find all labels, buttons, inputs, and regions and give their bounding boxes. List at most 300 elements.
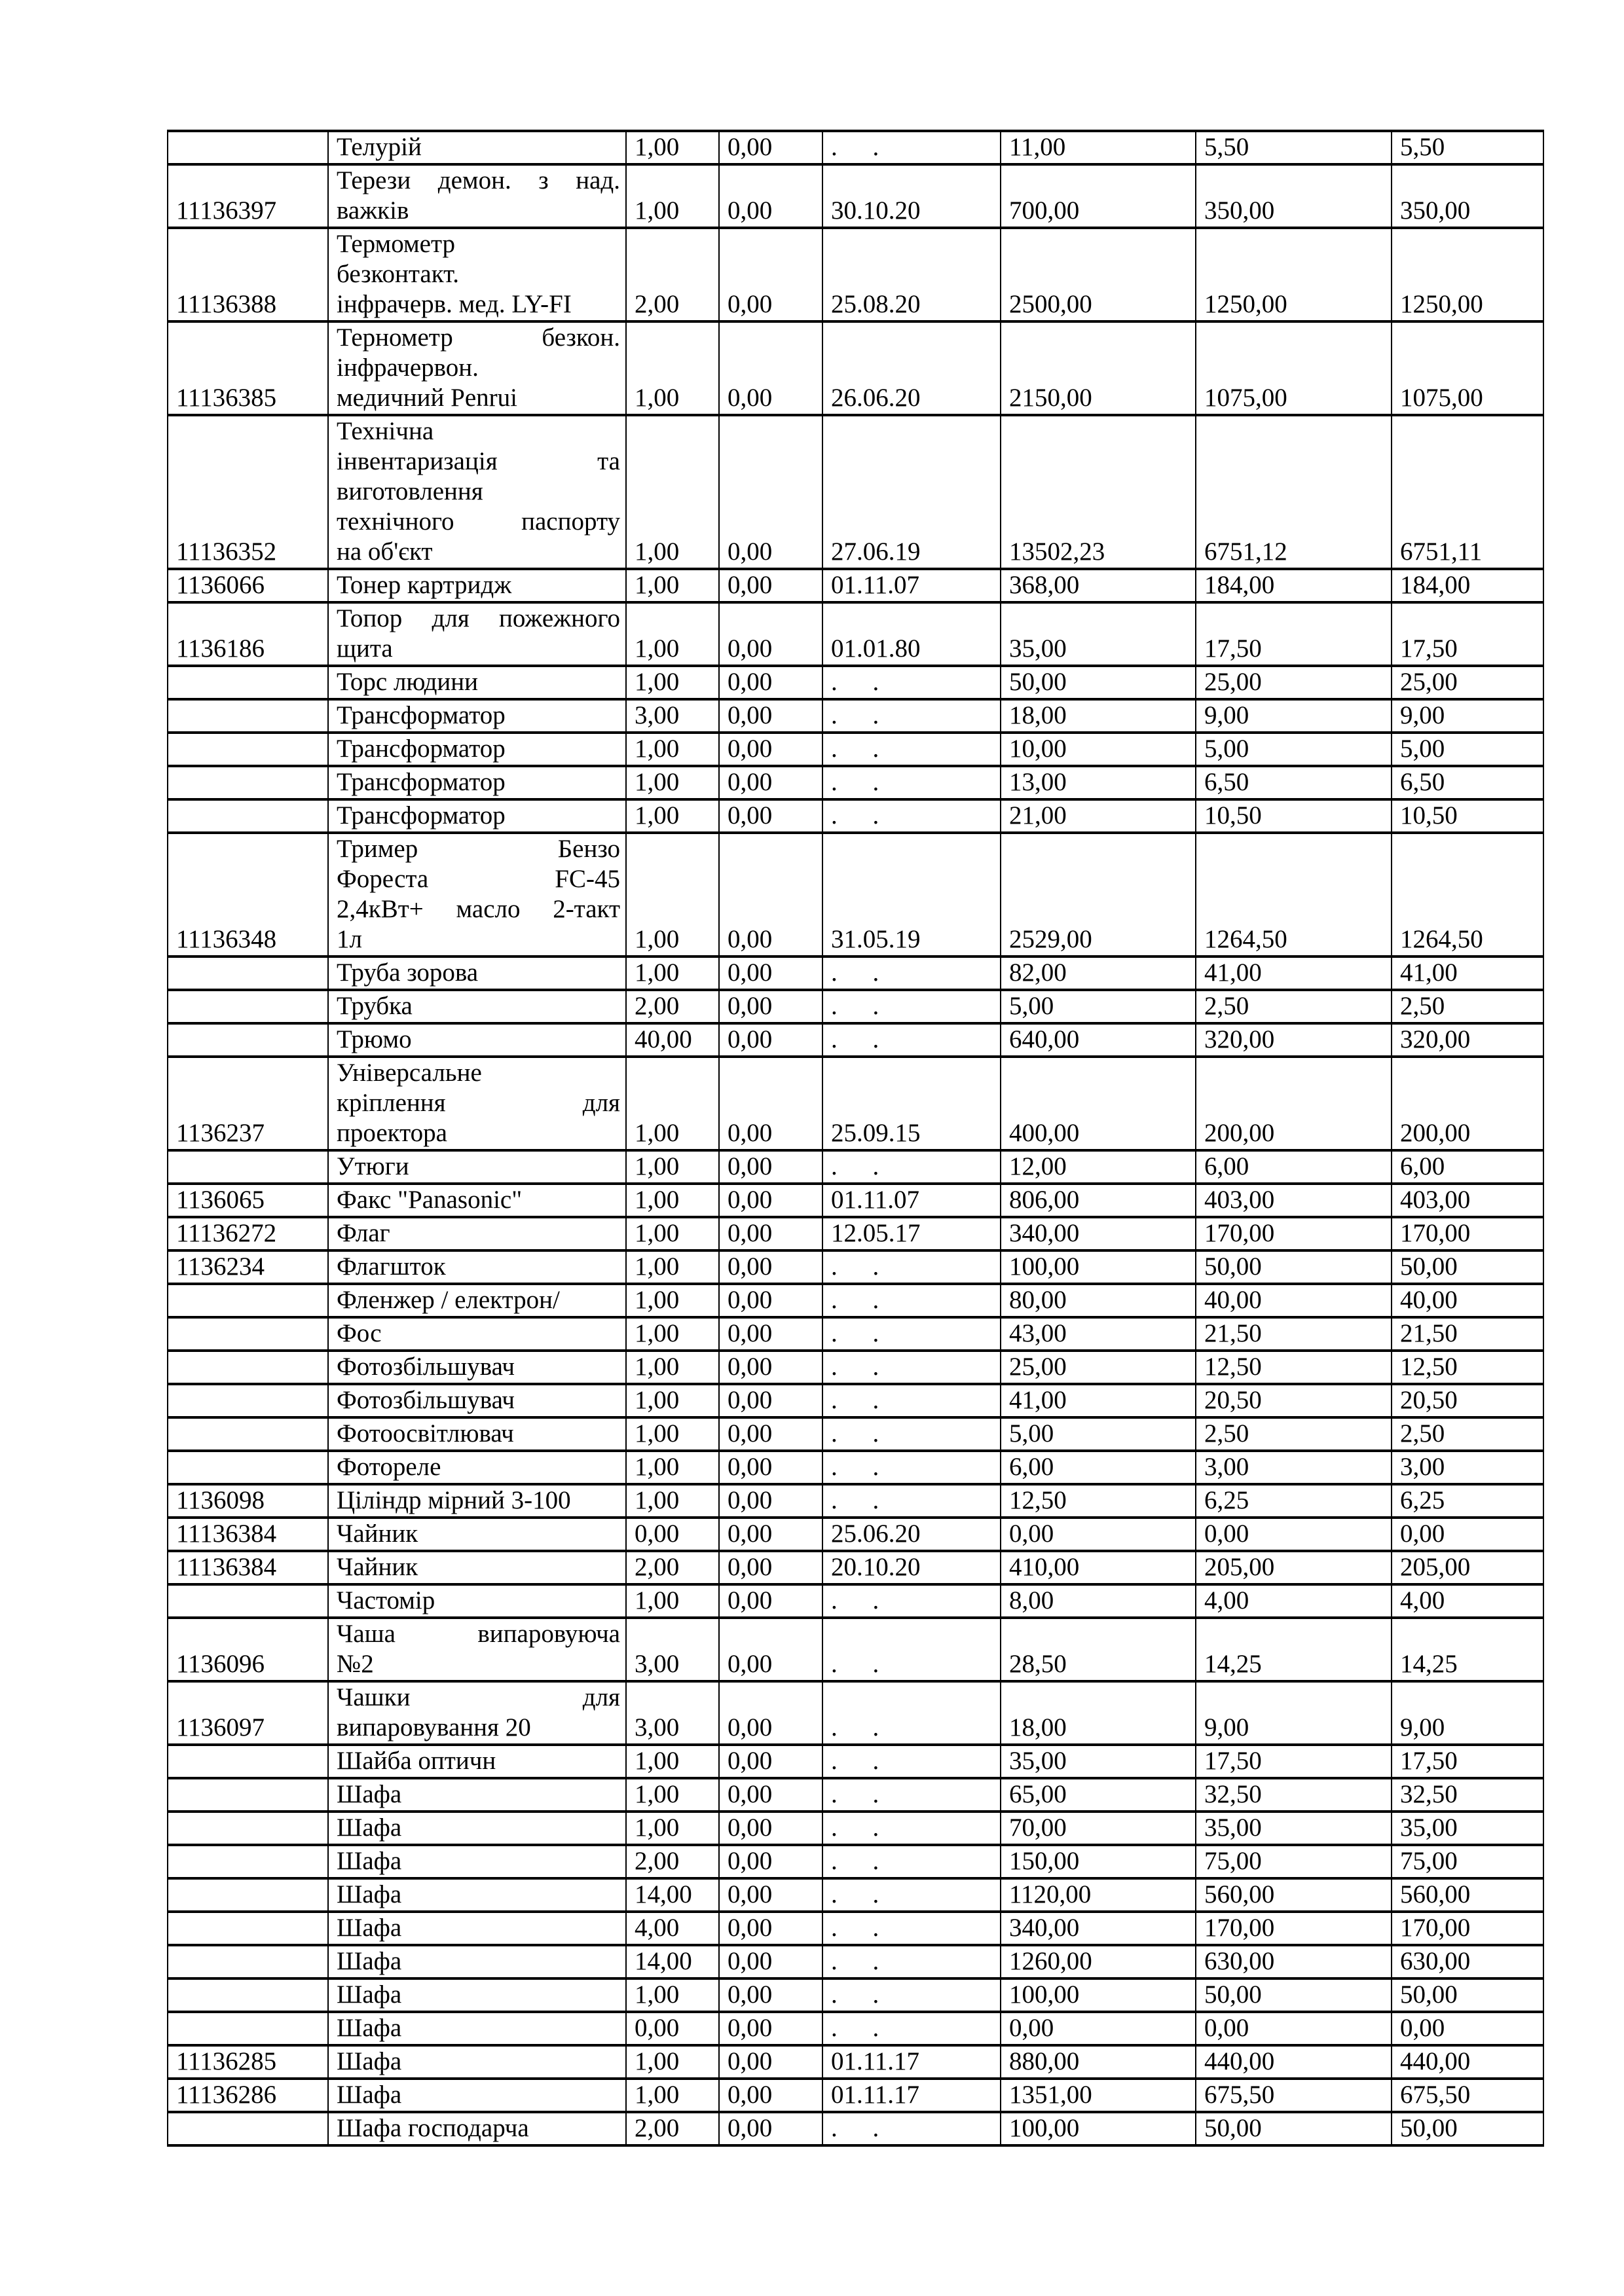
table-row bbox=[168, 164, 1543, 228]
amount-cell: 80,00 bbox=[1001, 1284, 1196, 1317]
item-name-cell bbox=[328, 1618, 626, 1681]
amount-cell: 400,00 bbox=[1001, 1057, 1196, 1150]
date-cell: . . bbox=[822, 2112, 1001, 2145]
quantity-cell: 1,00 bbox=[626, 415, 719, 569]
table-row bbox=[168, 2045, 1543, 2079]
table-row bbox=[168, 1945, 1543, 1978]
item-name-line: інфрачервон. bbox=[337, 354, 479, 382]
item-name-cell bbox=[328, 164, 626, 228]
item-name-cell: Трансформатор bbox=[328, 733, 626, 766]
date-cell: . . bbox=[822, 957, 1001, 990]
amount-half-a-cell: 170,00 bbox=[1196, 1912, 1392, 1945]
inventory-number-cell: 11136285 bbox=[168, 2045, 328, 2079]
inventory-number-cell: 11136348 bbox=[168, 833, 328, 957]
amount-cell: 41,00 bbox=[1001, 1384, 1196, 1417]
date-cell: . . bbox=[822, 799, 1001, 833]
amount-cell: 8,00 bbox=[1001, 1584, 1196, 1618]
quantity-cell: 3,00 bbox=[626, 1618, 719, 1681]
table-row bbox=[168, 833, 1543, 957]
item-name-cell bbox=[328, 321, 626, 415]
amount-half-b-cell: 630,00 bbox=[1392, 1945, 1543, 1978]
item-name-cell: Флагшток bbox=[328, 1250, 626, 1284]
wear-cell: 0,00 bbox=[719, 1551, 822, 1584]
item-name-cell: Шафа bbox=[328, 1845, 626, 1878]
amount-half-b-cell: 2,50 bbox=[1392, 990, 1543, 1023]
amount-cell: 340,00 bbox=[1001, 1217, 1196, 1250]
amount-half-a-cell: 21,50 bbox=[1196, 1317, 1392, 1351]
table-row bbox=[168, 666, 1543, 699]
amount-half-b-cell: 1075,00 bbox=[1392, 321, 1543, 415]
item-name-line: Технічна bbox=[337, 417, 434, 445]
table-row bbox=[168, 957, 1543, 990]
amount-half-a-cell: 320,00 bbox=[1196, 1023, 1392, 1057]
date-cell: . . bbox=[822, 733, 1001, 766]
table-row bbox=[168, 2012, 1543, 2045]
amount-cell: 700,00 bbox=[1001, 164, 1196, 228]
table-row bbox=[168, 1618, 1543, 1681]
item-name-line: Термометр bbox=[337, 230, 456, 258]
table-row bbox=[168, 1912, 1543, 1945]
table-row bbox=[168, 1978, 1543, 2012]
item-name-cell: Фотореле bbox=[328, 1451, 626, 1484]
date-cell: . . bbox=[822, 1284, 1001, 1317]
date-cell: 25.08.20 bbox=[822, 228, 1001, 321]
item-name-cell: Шафа bbox=[328, 1945, 626, 1978]
item-name-cell: Чайник bbox=[328, 1551, 626, 1584]
item-name-line: важків bbox=[337, 196, 409, 225]
amount-half-a-cell: 50,00 bbox=[1196, 1978, 1392, 2012]
amount-half-a-cell: 32,50 bbox=[1196, 1778, 1392, 1812]
amount-half-b-cell: 560,00 bbox=[1392, 1878, 1543, 1912]
quantity-cell: 1,00 bbox=[626, 833, 719, 957]
amount-half-a-cell: 403,00 bbox=[1196, 1184, 1392, 1217]
date-cell: . . bbox=[822, 1681, 1001, 1745]
inventory-number-cell: 11136384 bbox=[168, 1518, 328, 1551]
inventory-number-cell bbox=[168, 1451, 328, 1484]
quantity-cell: 1,00 bbox=[626, 1778, 719, 1812]
inventory-number-cell bbox=[168, 1150, 328, 1184]
wear-cell: 0,00 bbox=[719, 2012, 822, 2045]
table-row bbox=[168, 1451, 1543, 1484]
date-cell: . . bbox=[822, 1023, 1001, 1057]
item-name-cell: Трансформатор bbox=[328, 799, 626, 833]
amount-half-b-cell: 170,00 bbox=[1392, 1912, 1543, 1945]
date-cell: . . bbox=[822, 1451, 1001, 1484]
amount-cell: 1120,00 bbox=[1001, 1878, 1196, 1912]
item-name-cell: Торс людини bbox=[328, 666, 626, 699]
amount-half-b-cell: 50,00 bbox=[1392, 1250, 1543, 1284]
quantity-cell: 1,00 bbox=[626, 1284, 719, 1317]
amount-cell: 65,00 bbox=[1001, 1778, 1196, 1812]
amount-half-b-cell: 9,00 bbox=[1392, 1681, 1543, 1745]
item-name-cell: Фленжер / електрон/ bbox=[328, 1284, 626, 1317]
table-row bbox=[168, 1778, 1543, 1812]
inventory-number-cell bbox=[168, 2112, 328, 2145]
amount-half-a-cell: 560,00 bbox=[1196, 1878, 1392, 1912]
wear-cell: 0,00 bbox=[719, 2112, 822, 2145]
amount-cell: 10,00 bbox=[1001, 733, 1196, 766]
item-name-cell: Шафа господарча bbox=[328, 2112, 626, 2145]
item-name-cell: Ціліндр мірний 3-100 bbox=[328, 1484, 626, 1518]
table-row bbox=[168, 1057, 1543, 1150]
amount-half-a-cell: 5,50 bbox=[1196, 131, 1392, 164]
quantity-cell: 1,00 bbox=[626, 733, 719, 766]
item-name-line: інфрачерв. мед. LY-FI bbox=[337, 290, 572, 318]
table-row bbox=[168, 1484, 1543, 1518]
inventory-number-cell bbox=[168, 1945, 328, 1978]
inventory-number-cell bbox=[168, 1845, 328, 1878]
amount-half-a-cell: 440,00 bbox=[1196, 2045, 1392, 2079]
table-row bbox=[168, 766, 1543, 799]
amount-half-a-cell: 1250,00 bbox=[1196, 228, 1392, 321]
inventory-number-cell: 1136237 bbox=[168, 1057, 328, 1150]
amount-cell: 28,50 bbox=[1001, 1618, 1196, 1681]
wear-cell: 0,00 bbox=[719, 1778, 822, 1812]
wear-cell: 0,00 bbox=[719, 1417, 822, 1451]
item-name-cell: Трансформатор bbox=[328, 699, 626, 733]
amount-half-b-cell: 200,00 bbox=[1392, 1057, 1543, 1150]
item-name-cell: Шафа bbox=[328, 2079, 626, 2112]
inventory-number-cell bbox=[168, 1384, 328, 1417]
inventory-number-cell: 1136234 bbox=[168, 1250, 328, 1284]
amount-half-b-cell: 40,00 bbox=[1392, 1284, 1543, 1317]
amount-half-b-cell: 0,00 bbox=[1392, 1518, 1543, 1551]
wear-cell: 0,00 bbox=[719, 1284, 822, 1317]
amount-cell: 25,00 bbox=[1001, 1351, 1196, 1384]
item-name-cell: Флаг bbox=[328, 1217, 626, 1250]
amount-half-a-cell: 200,00 bbox=[1196, 1057, 1392, 1150]
amount-half-b-cell: 17,50 bbox=[1392, 1745, 1543, 1778]
table-row bbox=[168, 1584, 1543, 1618]
date-cell: . . bbox=[822, 666, 1001, 699]
amount-cell: 5,00 bbox=[1001, 990, 1196, 1023]
wear-cell: 0,00 bbox=[719, 1812, 822, 1845]
wear-cell: 0,00 bbox=[719, 1057, 822, 1150]
item-name-line: Тример Бензо bbox=[337, 835, 620, 863]
wear-cell: 0,00 bbox=[719, 1878, 822, 1912]
quantity-cell: 2,00 bbox=[626, 990, 719, 1023]
wear-cell: 0,00 bbox=[719, 1384, 822, 1417]
item-name-line: технічного паспорту bbox=[337, 507, 620, 536]
amount-half-a-cell: 20,50 bbox=[1196, 1384, 1392, 1417]
item-name-cell: Телурій bbox=[328, 131, 626, 164]
table-row bbox=[168, 1250, 1543, 1284]
amount-half-a-cell: 184,00 bbox=[1196, 569, 1392, 602]
date-cell: 27.06.19 bbox=[822, 415, 1001, 569]
quantity-cell: 1,00 bbox=[626, 766, 719, 799]
date-cell: 01.11.07 bbox=[822, 569, 1001, 602]
wear-cell: 0,00 bbox=[719, 164, 822, 228]
table-row bbox=[168, 990, 1543, 1023]
wear-cell: 0,00 bbox=[719, 957, 822, 990]
item-name-cell bbox=[328, 415, 626, 569]
date-cell: . . bbox=[822, 1745, 1001, 1778]
quantity-cell: 3,00 bbox=[626, 1681, 719, 1745]
amount-cell: 100,00 bbox=[1001, 1978, 1196, 2012]
amount-half-b-cell: 1264,50 bbox=[1392, 833, 1543, 957]
table-row bbox=[168, 1284, 1543, 1317]
wear-cell: 0,00 bbox=[719, 1845, 822, 1878]
amount-half-b-cell: 205,00 bbox=[1392, 1551, 1543, 1584]
amount-half-a-cell: 25,00 bbox=[1196, 666, 1392, 699]
amount-half-b-cell: 35,00 bbox=[1392, 1812, 1543, 1845]
wear-cell: 0,00 bbox=[719, 1250, 822, 1284]
table-row bbox=[168, 1351, 1543, 1384]
amount-half-a-cell: 6,50 bbox=[1196, 766, 1392, 799]
amount-half-b-cell: 3,00 bbox=[1392, 1451, 1543, 1484]
table-row bbox=[168, 569, 1543, 602]
inventory-table bbox=[167, 130, 1544, 2147]
date-cell: 12.05.17 bbox=[822, 1217, 1001, 1250]
wear-cell: 0,00 bbox=[719, 228, 822, 321]
table-row bbox=[168, 1745, 1543, 1778]
amount-half-a-cell: 10,50 bbox=[1196, 799, 1392, 833]
inventory-number-cell: 11136384 bbox=[168, 1551, 328, 1584]
quantity-cell: 14,00 bbox=[626, 1878, 719, 1912]
inventory-number-cell: 1136097 bbox=[168, 1681, 328, 1745]
item-name-line: щита bbox=[337, 634, 393, 663]
amount-cell: 5,00 bbox=[1001, 1417, 1196, 1451]
table-row bbox=[168, 1551, 1543, 1584]
item-name-line: Фореста FC-45 bbox=[337, 865, 620, 893]
amount-cell: 35,00 bbox=[1001, 1745, 1196, 1778]
table-row bbox=[168, 1518, 1543, 1551]
amount-cell: 18,00 bbox=[1001, 1681, 1196, 1745]
item-name-cell: Трюмо bbox=[328, 1023, 626, 1057]
inventory-number-cell bbox=[168, 1878, 328, 1912]
table-row bbox=[168, 415, 1543, 569]
amount-half-b-cell: 21,50 bbox=[1392, 1317, 1543, 1351]
amount-half-a-cell: 14,25 bbox=[1196, 1618, 1392, 1681]
quantity-cell: 1,00 bbox=[626, 602, 719, 666]
amount-cell: 150,00 bbox=[1001, 1845, 1196, 1878]
item-name-line: на об'єкт bbox=[337, 538, 433, 566]
quantity-cell: 1,00 bbox=[626, 1184, 719, 1217]
item-name-line: Терези демон. з над. bbox=[337, 166, 620, 194]
amount-cell: 100,00 bbox=[1001, 1250, 1196, 1284]
item-name-cell: Шафа bbox=[328, 1778, 626, 1812]
amount-half-a-cell: 6,00 bbox=[1196, 1150, 1392, 1184]
date-cell: . . bbox=[822, 699, 1001, 733]
amount-half-b-cell: 14,25 bbox=[1392, 1618, 1543, 1681]
wear-cell: 0,00 bbox=[719, 1745, 822, 1778]
wear-cell: 0,00 bbox=[719, 766, 822, 799]
amount-half-a-cell: 3,00 bbox=[1196, 1451, 1392, 1484]
item-name-cell bbox=[328, 228, 626, 321]
amount-half-b-cell: 20,50 bbox=[1392, 1384, 1543, 1417]
item-name-line: №2 bbox=[337, 1650, 374, 1678]
amount-cell: 2529,00 bbox=[1001, 833, 1196, 957]
inventory-number-cell bbox=[168, 733, 328, 766]
amount-half-b-cell: 9,00 bbox=[1392, 699, 1543, 733]
inventory-number-cell: 11136397 bbox=[168, 164, 328, 228]
wear-cell: 0,00 bbox=[719, 1681, 822, 1745]
inventory-number-cell bbox=[168, 957, 328, 990]
item-name-cell: Частомір bbox=[328, 1584, 626, 1618]
amount-half-a-cell: 6751,12 bbox=[1196, 415, 1392, 569]
wear-cell: 0,00 bbox=[719, 1484, 822, 1518]
amount-half-a-cell: 9,00 bbox=[1196, 699, 1392, 733]
inventory-number-cell: 11136388 bbox=[168, 228, 328, 321]
date-cell: . . bbox=[822, 990, 1001, 1023]
amount-half-a-cell: 1075,00 bbox=[1196, 321, 1392, 415]
wear-cell: 0,00 bbox=[719, 1451, 822, 1484]
item-name-line: Чаша випаровуюча bbox=[337, 1620, 620, 1648]
amount-half-b-cell: 440,00 bbox=[1392, 2045, 1543, 2079]
inventory-number-cell: 1136186 bbox=[168, 602, 328, 666]
inventory-number-cell bbox=[168, 131, 328, 164]
amount-half-a-cell: 5,00 bbox=[1196, 733, 1392, 766]
wear-cell: 0,00 bbox=[719, 1945, 822, 1978]
item-name-line: Чашки для bbox=[337, 1683, 620, 1711]
amount-cell: 0,00 bbox=[1001, 2012, 1196, 2045]
inventory-number-cell: 1136096 bbox=[168, 1618, 328, 1681]
amount-half-b-cell: 6,25 bbox=[1392, 1484, 1543, 1518]
wear-cell: 0,00 bbox=[719, 1317, 822, 1351]
amount-cell: 13502,23 bbox=[1001, 415, 1196, 569]
inventory-number-cell bbox=[168, 1812, 328, 1845]
amount-cell: 410,00 bbox=[1001, 1551, 1196, 1584]
amount-half-a-cell: 35,00 bbox=[1196, 1812, 1392, 1845]
item-name-cell: Факс "Panasonic" bbox=[328, 1184, 626, 1217]
amount-half-b-cell: 17,50 bbox=[1392, 602, 1543, 666]
item-name-cell: Фотозбільшувач bbox=[328, 1384, 626, 1417]
item-name-cell: Трансформатор bbox=[328, 766, 626, 799]
table-row bbox=[168, 1384, 1543, 1417]
date-cell: . . bbox=[822, 1878, 1001, 1912]
date-cell: . . bbox=[822, 1618, 1001, 1681]
table-row bbox=[168, 2112, 1543, 2145]
amount-cell: 21,00 bbox=[1001, 799, 1196, 833]
amount-half-b-cell: 2,50 bbox=[1392, 1417, 1543, 1451]
date-cell: 25.06.20 bbox=[822, 1518, 1001, 1551]
item-name-cell: Утюги bbox=[328, 1150, 626, 1184]
amount-cell: 368,00 bbox=[1001, 569, 1196, 602]
table-row bbox=[168, 1217, 1543, 1250]
wear-cell: 0,00 bbox=[719, 1584, 822, 1618]
inventory-number-cell bbox=[168, 1023, 328, 1057]
quantity-cell: 14,00 bbox=[626, 1945, 719, 1978]
amount-cell: 640,00 bbox=[1001, 1023, 1196, 1057]
item-name-cell: Труба зорова bbox=[328, 957, 626, 990]
date-cell: . . bbox=[822, 1484, 1001, 1518]
wear-cell: 0,00 bbox=[719, 569, 822, 602]
quantity-cell: 1,00 bbox=[626, 1417, 719, 1451]
table-row bbox=[168, 321, 1543, 415]
inventory-number-cell bbox=[168, 666, 328, 699]
quantity-cell: 1,00 bbox=[626, 1745, 719, 1778]
inventory-number-cell bbox=[168, 1584, 328, 1618]
item-name-cell: Трубка bbox=[328, 990, 626, 1023]
quantity-cell: 0,00 bbox=[626, 2012, 719, 2045]
date-cell: . . bbox=[822, 1417, 1001, 1451]
inventory-number-cell: 11136272 bbox=[168, 1217, 328, 1250]
item-name-line: 1л bbox=[337, 925, 362, 953]
item-name-line: інвентаризація та bbox=[337, 447, 620, 475]
amount-cell: 880,00 bbox=[1001, 2045, 1196, 2079]
amount-cell: 13,00 bbox=[1001, 766, 1196, 799]
inventory-number-cell: 1136065 bbox=[168, 1184, 328, 1217]
amount-cell: 12,00 bbox=[1001, 1150, 1196, 1184]
date-cell: . . bbox=[822, 131, 1001, 164]
date-cell: . . bbox=[822, 2012, 1001, 2045]
inventory-number-cell: 11136385 bbox=[168, 321, 328, 415]
table-row bbox=[168, 131, 1543, 164]
amount-cell: 1260,00 bbox=[1001, 1945, 1196, 1978]
table-row bbox=[168, 1812, 1543, 1845]
quantity-cell: 2,00 bbox=[626, 1845, 719, 1878]
inventory-number-cell bbox=[168, 1745, 328, 1778]
amount-half-b-cell: 0,00 bbox=[1392, 2012, 1543, 2045]
item-name-cell bbox=[328, 1681, 626, 1745]
date-cell: 31.05.19 bbox=[822, 833, 1001, 957]
amount-half-b-cell: 170,00 bbox=[1392, 1217, 1543, 1250]
amount-half-b-cell: 50,00 bbox=[1392, 1978, 1543, 2012]
quantity-cell: 1,00 bbox=[626, 1484, 719, 1518]
item-name-cell: Фос bbox=[328, 1317, 626, 1351]
date-cell: 26.06.20 bbox=[822, 321, 1001, 415]
quantity-cell: 1,00 bbox=[626, 321, 719, 415]
wear-cell: 0,00 bbox=[719, 321, 822, 415]
amount-half-a-cell: 1264,50 bbox=[1196, 833, 1392, 957]
amount-half-b-cell: 32,50 bbox=[1392, 1778, 1543, 1812]
date-cell: . . bbox=[822, 1584, 1001, 1618]
date-cell: . . bbox=[822, 1351, 1001, 1384]
amount-half-a-cell: 350,00 bbox=[1196, 164, 1392, 228]
amount-half-a-cell: 2,50 bbox=[1196, 1417, 1392, 1451]
quantity-cell: 40,00 bbox=[626, 1023, 719, 1057]
amount-half-b-cell: 10,50 bbox=[1392, 799, 1543, 833]
date-cell: 01.11.17 bbox=[822, 2079, 1001, 2112]
date-cell: 20.10.20 bbox=[822, 1551, 1001, 1584]
item-name-line: Топор для пожежного bbox=[337, 604, 620, 632]
inventory-number-cell: 1136066 bbox=[168, 569, 328, 602]
quantity-cell: 1,00 bbox=[626, 1250, 719, 1284]
item-name-cell: Шафа bbox=[328, 1978, 626, 2012]
quantity-cell: 2,00 bbox=[626, 1551, 719, 1584]
amount-half-b-cell: 41,00 bbox=[1392, 957, 1543, 990]
inventory-number-cell bbox=[168, 1912, 328, 1945]
amount-half-b-cell: 350,00 bbox=[1392, 164, 1543, 228]
table-row bbox=[168, 2079, 1543, 2112]
item-name-cell: Фотозбільшувач bbox=[328, 1351, 626, 1384]
amount-cell: 2150,00 bbox=[1001, 321, 1196, 415]
date-cell: . . bbox=[822, 1945, 1001, 1978]
item-name-cell: Фотоосвітлювач bbox=[328, 1417, 626, 1451]
quantity-cell: 1,00 bbox=[626, 131, 719, 164]
wear-cell: 0,00 bbox=[719, 733, 822, 766]
table-row bbox=[168, 1845, 1543, 1878]
amount-half-a-cell: 9,00 bbox=[1196, 1681, 1392, 1745]
amount-half-b-cell: 5,50 bbox=[1392, 131, 1543, 164]
wear-cell: 0,00 bbox=[719, 2079, 822, 2112]
inventory-number-cell bbox=[168, 1351, 328, 1384]
table-row bbox=[168, 1184, 1543, 1217]
wear-cell: 0,00 bbox=[719, 415, 822, 569]
item-name-line: Універсальне bbox=[337, 1059, 482, 1087]
amount-half-a-cell: 630,00 bbox=[1196, 1945, 1392, 1978]
date-cell: . . bbox=[822, 1384, 1001, 1417]
wear-cell: 0,00 bbox=[719, 833, 822, 957]
amount-half-b-cell: 50,00 bbox=[1392, 2112, 1543, 2145]
quantity-cell: 2,00 bbox=[626, 228, 719, 321]
wear-cell: 0,00 bbox=[719, 1912, 822, 1945]
quantity-cell: 1,00 bbox=[626, 1451, 719, 1484]
wear-cell: 0,00 bbox=[719, 1217, 822, 1250]
amount-cell: 70,00 bbox=[1001, 1812, 1196, 1845]
wear-cell: 0,00 bbox=[719, 990, 822, 1023]
quantity-cell: 1,00 bbox=[626, 1150, 719, 1184]
